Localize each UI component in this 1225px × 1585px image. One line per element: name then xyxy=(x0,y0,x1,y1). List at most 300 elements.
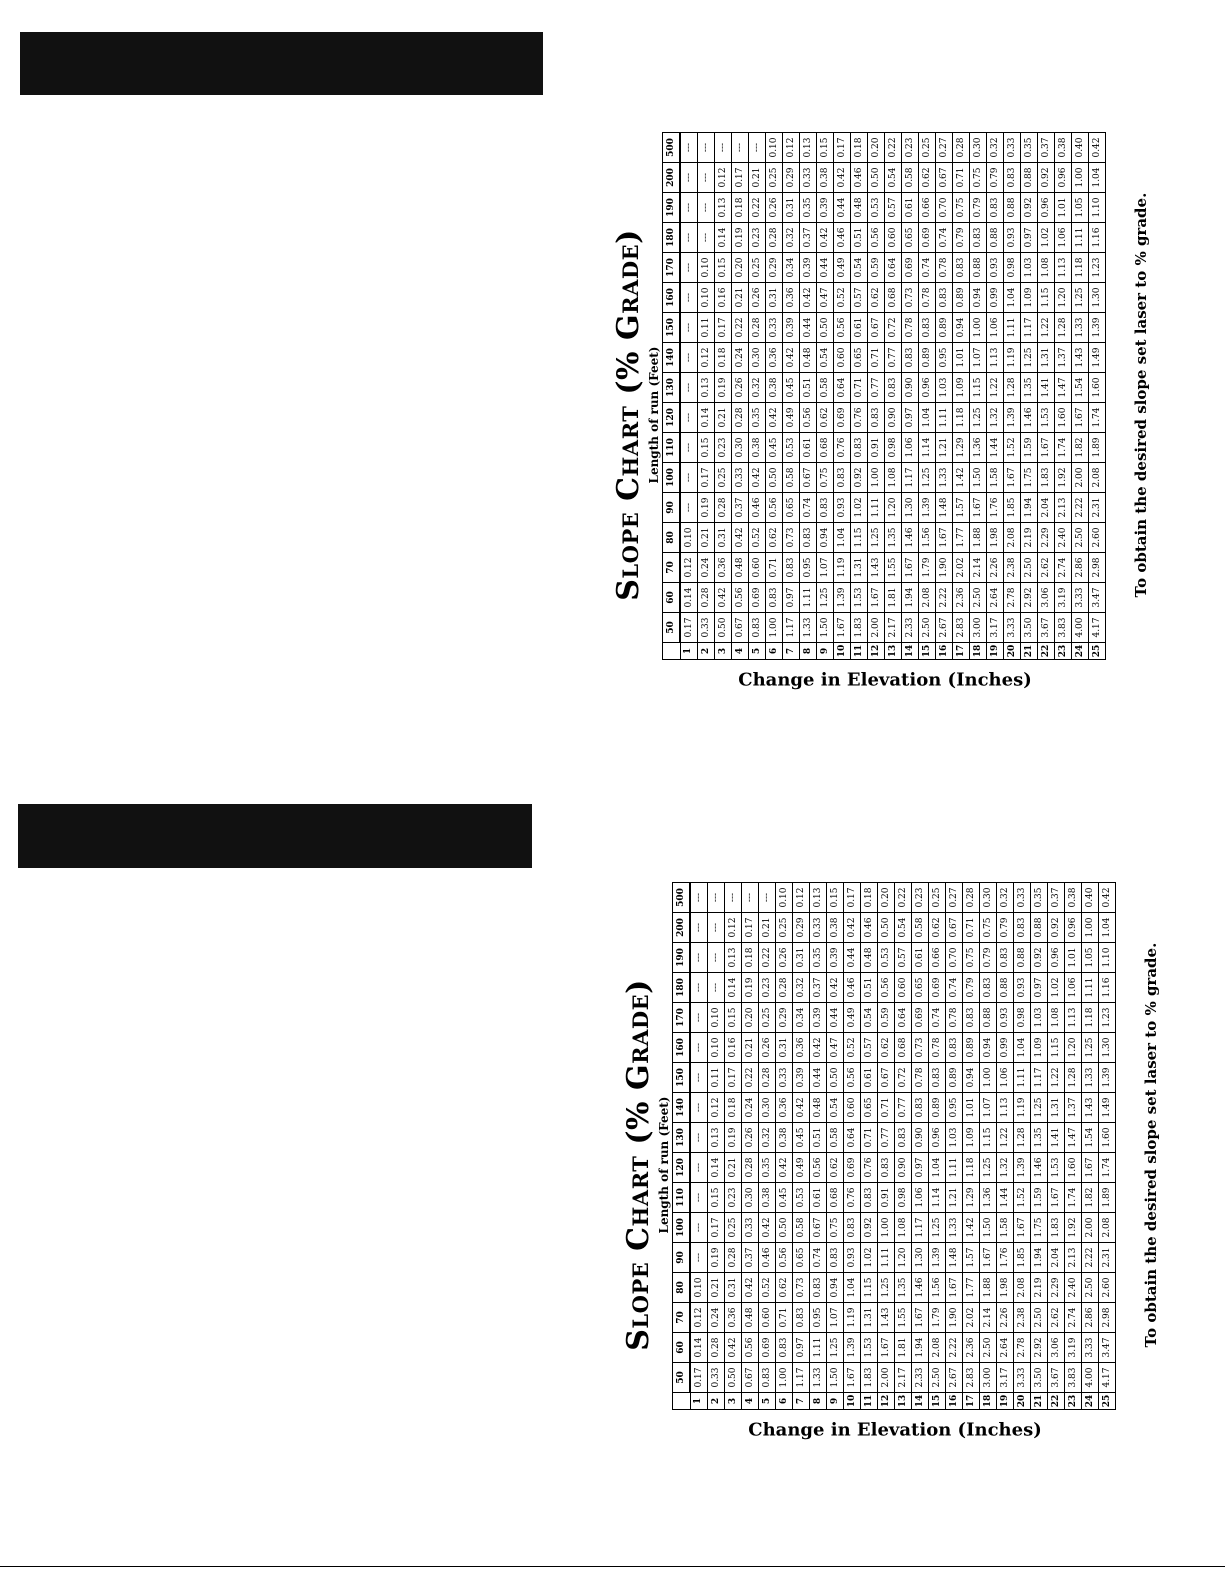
table-row xyxy=(868,133,885,660)
table-cell: 3.83 xyxy=(1065,1363,1082,1393)
table-cell: 0.14 xyxy=(725,973,742,1003)
table-cell: 1.19 xyxy=(844,1303,861,1333)
table-cell: 1.92 xyxy=(1065,1213,1082,1243)
table-cell: 0.53 xyxy=(868,193,885,223)
table-cell: 0.95 xyxy=(810,1303,827,1333)
table-cell: 3.47 xyxy=(1099,1333,1116,1363)
table-cell: 0.83 xyxy=(980,973,997,1003)
table-cell: 0.62 xyxy=(878,1033,895,1063)
table-cell: 0.37 xyxy=(742,1243,759,1273)
table-cell: 0.83 xyxy=(817,493,834,523)
table-cell: 2.08 xyxy=(1089,463,1106,493)
table-cell: --- xyxy=(680,223,698,253)
table-cell: 2.36 xyxy=(963,1333,980,1363)
table-cell: 1.17 xyxy=(1031,1063,1048,1093)
table-cell: 0.62 xyxy=(929,913,946,943)
table-cell: 0.67 xyxy=(946,913,963,943)
table-cell: --- xyxy=(680,403,698,433)
table-cell: 1.05 xyxy=(1072,193,1089,223)
table-cell: 0.56 xyxy=(766,493,783,523)
table-cell: 0.38 xyxy=(817,163,834,193)
table-cell: 0.78 xyxy=(946,1003,963,1033)
table-cell: 1.31 xyxy=(861,1303,878,1333)
table-cell: 1.47 xyxy=(1065,1123,1082,1153)
table-row xyxy=(936,133,953,660)
table-cell: 1.07 xyxy=(970,343,987,373)
table-cell: 0.17 xyxy=(698,463,715,493)
table-cell: 3.06 xyxy=(1048,1333,1065,1363)
table-cell: 0.12 xyxy=(690,1303,708,1333)
column-header: 140 xyxy=(663,343,681,373)
table-cell: 0.42 xyxy=(759,1213,776,1243)
table-cell: 1.15 xyxy=(970,373,987,403)
table-cell: 0.69 xyxy=(759,1333,776,1363)
column-header: 70 xyxy=(673,1303,691,1333)
table-cell: 1.10 xyxy=(1099,943,1116,973)
table-cell: 1.82 xyxy=(1082,1183,1099,1213)
table-cell: 0.71 xyxy=(861,1123,878,1153)
table-cell: 1.56 xyxy=(929,1273,946,1303)
table-cell: 0.53 xyxy=(783,433,800,463)
table-cell: 0.78 xyxy=(902,313,919,343)
table-row xyxy=(902,133,919,660)
row-header: 10 xyxy=(834,643,851,660)
table-cell: 1.11 xyxy=(1082,973,1099,1003)
table-cell: 0.18 xyxy=(732,193,749,223)
table-cell: 0.60 xyxy=(749,553,766,583)
table-cell: 1.20 xyxy=(1055,283,1072,313)
column-header: 130 xyxy=(663,373,681,403)
table-cell: 0.98 xyxy=(885,433,902,463)
table-cell: 0.13 xyxy=(725,943,742,973)
table-row xyxy=(980,883,997,1410)
table-cell: 0.75 xyxy=(953,193,970,223)
column-header: 100 xyxy=(673,1213,691,1243)
table-cell: 0.83 xyxy=(936,283,953,313)
table-cell: 1.75 xyxy=(1031,1213,1048,1243)
table-cell: 0.21 xyxy=(698,523,715,553)
table-cell: 1.67 xyxy=(946,1273,963,1303)
table-cell: 0.62 xyxy=(868,283,885,313)
table-cell: 3.67 xyxy=(1038,613,1055,643)
table-cell: 2.13 xyxy=(1055,493,1072,523)
table-cell: 0.83 xyxy=(912,1093,929,1123)
row-header: 3 xyxy=(725,1393,742,1410)
table-cell: 4.00 xyxy=(1072,613,1089,643)
table-cell: --- xyxy=(680,133,698,163)
table-row xyxy=(851,133,868,660)
table-cell: 0.77 xyxy=(895,1093,912,1123)
table-cell: 2.33 xyxy=(912,1363,929,1393)
table-cell: 0.83 xyxy=(783,553,800,583)
table-cell: 1.07 xyxy=(817,553,834,583)
table-cell: 2.00 xyxy=(868,613,885,643)
table-cell: 0.88 xyxy=(970,253,987,283)
table-cell: 0.83 xyxy=(759,1363,776,1393)
table-cell: 0.14 xyxy=(715,223,732,253)
table-cell: --- xyxy=(698,133,715,163)
table-cell: 0.78 xyxy=(912,1063,929,1093)
table-cell: --- xyxy=(680,463,698,493)
table-cell: 0.60 xyxy=(895,973,912,1003)
column-header: 130 xyxy=(673,1123,691,1153)
table-cell: 0.42 xyxy=(783,343,800,373)
table-cell: 0.83 xyxy=(776,1333,793,1363)
table-cell: 0.51 xyxy=(851,223,868,253)
row-header: 11 xyxy=(851,643,868,660)
column-header: 500 xyxy=(663,133,681,163)
table-cell: 0.38 xyxy=(749,433,766,463)
table-cell: 0.12 xyxy=(783,133,800,163)
row-header: 3 xyxy=(715,643,732,660)
chart-note: To obtain the desired slope set laser to % grade. xyxy=(1142,942,1160,1348)
table-cell: 0.30 xyxy=(970,133,987,163)
table-cell: 0.20 xyxy=(878,883,895,913)
table-cell: 2.02 xyxy=(963,1303,980,1333)
table-cell: 0.94 xyxy=(970,283,987,313)
table-cell: 0.42 xyxy=(827,973,844,1003)
table-cell: 1.89 xyxy=(1089,433,1106,463)
table-cell: 0.30 xyxy=(749,343,766,373)
row-header: 9 xyxy=(827,1393,844,1410)
table-cell: 1.43 xyxy=(878,1303,895,1333)
table-cell: 1.04 xyxy=(1004,283,1021,313)
column-header: 90 xyxy=(673,1243,691,1273)
table-cell: 3.00 xyxy=(970,613,987,643)
table-cell: 1.11 xyxy=(936,403,953,433)
row-header: 1 xyxy=(680,643,698,660)
table-cell: 0.99 xyxy=(997,1033,1014,1063)
table-cell: 0.74 xyxy=(946,973,963,1003)
table-cell: 0.93 xyxy=(1014,973,1031,1003)
table-cell: --- xyxy=(698,223,715,253)
table-cell: 0.48 xyxy=(800,343,817,373)
table-cell: 0.39 xyxy=(783,313,800,343)
table-cell: 0.66 xyxy=(929,943,946,973)
table-cell: 1.25 xyxy=(817,583,834,613)
table-cell: 1.39 xyxy=(1089,313,1106,343)
table-cell: --- xyxy=(680,253,698,283)
table-cell: 0.96 xyxy=(1065,913,1082,943)
table-cell: 1.06 xyxy=(902,433,919,463)
table-cell: 1.57 xyxy=(953,493,970,523)
table-cell: 2.60 xyxy=(1089,523,1106,553)
table-cell: 0.62 xyxy=(776,1273,793,1303)
table-cell: 0.22 xyxy=(759,943,776,973)
table-cell: 1.20 xyxy=(885,493,902,523)
row-axis-label: Change in Elevation (Inches) xyxy=(738,669,1032,691)
table-cell: 0.48 xyxy=(851,193,868,223)
table-cell: 0.94 xyxy=(817,523,834,553)
table-cell: 0.65 xyxy=(783,493,800,523)
table-cell: 1.22 xyxy=(987,373,1004,403)
row-header: 24 xyxy=(1082,1393,1099,1410)
table-cell: 0.58 xyxy=(827,1123,844,1153)
table-cell: 0.48 xyxy=(861,943,878,973)
table-cell: 0.83 xyxy=(844,1213,861,1243)
table-cell: 1.46 xyxy=(1031,1153,1048,1183)
table-cell: 0.90 xyxy=(895,1153,912,1183)
table-cell: --- xyxy=(690,1183,708,1213)
table-cell: 0.83 xyxy=(929,1063,946,1093)
table-cell: 2.22 xyxy=(1082,1243,1099,1273)
table-cell: 0.33 xyxy=(698,613,715,643)
table-row xyxy=(817,133,834,660)
table-cell: 0.89 xyxy=(963,1033,980,1063)
table-cell: 0.56 xyxy=(742,1333,759,1363)
table-cell: 2.78 xyxy=(1004,583,1021,613)
table-cell: 3.06 xyxy=(1038,583,1055,613)
table-cell: 0.28 xyxy=(963,883,980,913)
table-cell: 1.43 xyxy=(868,553,885,583)
table-cell: --- xyxy=(690,943,708,973)
table-cell: 0.94 xyxy=(827,1273,844,1303)
table-cell: 0.46 xyxy=(844,973,861,1003)
table-cell: 2.04 xyxy=(1048,1243,1065,1273)
table-cell: 0.83 xyxy=(793,1303,810,1333)
table-cell: 0.37 xyxy=(1038,133,1055,163)
table-row xyxy=(783,133,800,660)
table-cell: 0.16 xyxy=(725,1033,742,1063)
table-cell: 1.60 xyxy=(1065,1153,1082,1183)
table-cell: 0.36 xyxy=(783,283,800,313)
table-cell: 1.67 xyxy=(868,583,885,613)
table-cell: 0.59 xyxy=(868,253,885,283)
table-cell: 2.13 xyxy=(1065,1243,1082,1273)
table-cell: 1.30 xyxy=(1089,283,1106,313)
table-cell: 0.23 xyxy=(749,223,766,253)
table-cell: 0.19 xyxy=(698,493,715,523)
table-cell: 0.58 xyxy=(783,463,800,493)
table-cell: 1.32 xyxy=(997,1153,1014,1183)
table-cell: --- xyxy=(680,493,698,523)
table-cell: 1.00 xyxy=(868,463,885,493)
table-cell: 2.00 xyxy=(878,1363,895,1393)
column-header: 190 xyxy=(673,943,691,973)
table-cell: 1.01 xyxy=(963,1093,980,1123)
table-cell: 1.16 xyxy=(1089,223,1106,253)
table-cell: 0.67 xyxy=(810,1213,827,1243)
table-cell: 1.60 xyxy=(1099,1123,1116,1153)
table-cell: 1.19 xyxy=(1004,343,1021,373)
table-cell: 1.00 xyxy=(1082,913,1099,943)
table-row xyxy=(963,883,980,1410)
table-cell: 0.39 xyxy=(793,1063,810,1093)
table-cell: 0.53 xyxy=(793,1183,810,1213)
table-cell: 0.69 xyxy=(902,253,919,283)
table-cell: 1.11 xyxy=(1014,1063,1031,1093)
table-cell: 0.49 xyxy=(793,1153,810,1183)
table-cell: 0.37 xyxy=(800,223,817,253)
table-cell: 0.83 xyxy=(885,373,902,403)
table-cell: 2.86 xyxy=(1072,553,1089,583)
table-cell: 0.32 xyxy=(783,223,800,253)
table-cell: 0.38 xyxy=(827,913,844,943)
table-cell: 1.74 xyxy=(1089,403,1106,433)
table-cell: 1.39 xyxy=(844,1333,861,1363)
table-cell: 0.33 xyxy=(810,913,827,943)
table-cell: 0.93 xyxy=(844,1243,861,1273)
table-row xyxy=(680,133,698,660)
table-cell: 0.88 xyxy=(1031,913,1048,943)
table-row xyxy=(997,883,1014,1410)
table-cell: 0.42 xyxy=(749,463,766,493)
table-cell: 1.11 xyxy=(810,1333,827,1363)
table-cell: 0.18 xyxy=(715,343,732,373)
table-cell: 1.67 xyxy=(936,523,953,553)
table-cell: 1.06 xyxy=(1055,223,1072,253)
table-cell: --- xyxy=(708,913,725,943)
table-cell: 1.00 xyxy=(1072,163,1089,193)
table-cell: 2.29 xyxy=(1038,523,1055,553)
table-cell: 0.74 xyxy=(800,493,817,523)
table-cell: 1.15 xyxy=(861,1273,878,1303)
table-cell: 0.13 xyxy=(708,1123,725,1153)
table-cell: 2.08 xyxy=(1004,523,1021,553)
table-cell: 2.17 xyxy=(895,1363,912,1393)
table-cell: 3.33 xyxy=(1014,1363,1031,1393)
table-cell: 0.24 xyxy=(708,1303,725,1333)
table-cell: 0.27 xyxy=(946,883,963,913)
table-cell: 1.18 xyxy=(1072,253,1089,283)
table-cell: 1.58 xyxy=(987,463,1004,493)
table-cell: 0.50 xyxy=(776,1213,793,1243)
table-cell: 0.34 xyxy=(783,253,800,283)
table-cell: 1.13 xyxy=(1065,1003,1082,1033)
table-cell: 1.18 xyxy=(963,1153,980,1183)
table-cell: 0.52 xyxy=(844,1033,861,1063)
table-cell: 1.67 xyxy=(834,613,851,643)
column-header: 170 xyxy=(663,253,681,283)
table-cell: 1.76 xyxy=(997,1243,1014,1273)
table-cell: 2.19 xyxy=(1021,523,1038,553)
table-cell: 0.97 xyxy=(1031,973,1048,1003)
row-header: 18 xyxy=(970,643,987,660)
table-cell: --- xyxy=(680,343,698,373)
table-cell: 2.31 xyxy=(1099,1243,1116,1273)
table-row xyxy=(1065,883,1082,1410)
table-cell: 0.25 xyxy=(725,1213,742,1243)
table-cell: 0.42 xyxy=(725,1333,742,1363)
table-cell: 0.83 xyxy=(963,1003,980,1033)
table-cell: 0.33 xyxy=(708,1363,725,1393)
table-cell: 2.50 xyxy=(980,1333,997,1363)
table-cell: 0.69 xyxy=(749,583,766,613)
table-cell: 0.88 xyxy=(1014,943,1031,973)
table-cell: 0.18 xyxy=(725,1093,742,1123)
table-cell: 1.04 xyxy=(919,403,936,433)
table-cell: 0.10 xyxy=(690,1273,708,1303)
table-cell: 0.23 xyxy=(715,433,732,463)
table-row xyxy=(1055,133,1072,660)
table-cell: 2.08 xyxy=(1014,1273,1031,1303)
table-cell: 0.18 xyxy=(851,133,868,163)
table-cell: 4.17 xyxy=(1089,613,1106,643)
table-cell: 0.65 xyxy=(851,343,868,373)
table-row xyxy=(946,883,963,1410)
table-cell: 0.33 xyxy=(742,1213,759,1243)
table-cell: --- xyxy=(742,883,759,913)
table-cell: 1.57 xyxy=(963,1243,980,1273)
table-cell: 0.44 xyxy=(810,1063,827,1093)
table-cell: 0.83 xyxy=(800,523,817,553)
table-cell: 1.13 xyxy=(987,343,1004,373)
table-cell: 0.12 xyxy=(793,883,810,913)
table-row xyxy=(1021,133,1038,660)
table-cell: 1.01 xyxy=(1065,943,1082,973)
table-cell: 0.56 xyxy=(810,1153,827,1183)
table-cell: 0.25 xyxy=(759,1003,776,1033)
table-cell: --- xyxy=(680,163,698,193)
table-cell: 1.15 xyxy=(980,1123,997,1153)
table-cell: 0.93 xyxy=(987,253,1004,283)
table-cell: 0.62 xyxy=(919,163,936,193)
table-cell: 0.65 xyxy=(912,973,929,1003)
table-cell: 1.00 xyxy=(970,313,987,343)
table-cell: 1.11 xyxy=(868,493,885,523)
table-cell: 0.42 xyxy=(1099,883,1116,913)
table-cell: 0.19 xyxy=(725,1123,742,1153)
table-cell: 1.90 xyxy=(946,1303,963,1333)
table-cell: 0.50 xyxy=(766,463,783,493)
table-cell: 0.50 xyxy=(878,913,895,943)
table-cell: 0.21 xyxy=(725,1153,742,1183)
table-cell: 0.19 xyxy=(742,973,759,1003)
row-header: 23 xyxy=(1055,643,1072,660)
table-cell: 0.28 xyxy=(725,1243,742,1273)
table-cell: 1.30 xyxy=(902,493,919,523)
table-cell: 1.02 xyxy=(851,493,868,523)
table-cell: 0.31 xyxy=(776,1033,793,1063)
table-cell: 0.54 xyxy=(895,913,912,943)
table-cell: 0.47 xyxy=(827,1033,844,1063)
table-cell: 0.57 xyxy=(895,943,912,973)
table-cell: 3.33 xyxy=(1004,613,1021,643)
table-row xyxy=(759,883,776,1410)
table-cell: 1.60 xyxy=(1055,403,1072,433)
table-cell: 0.25 xyxy=(929,883,946,913)
table-cell: 1.11 xyxy=(1004,313,1021,343)
table-cell: 0.83 xyxy=(997,943,1014,973)
table-cell: 0.61 xyxy=(912,943,929,973)
table-cell: 0.54 xyxy=(827,1093,844,1123)
row-header: 6 xyxy=(766,643,783,660)
row-header: 12 xyxy=(868,643,885,660)
table-cell: 0.79 xyxy=(970,193,987,223)
table-cell: 0.39 xyxy=(800,253,817,283)
table-cell: 0.28 xyxy=(759,1063,776,1093)
table-cell: 0.33 xyxy=(1014,883,1031,913)
table-cell: 0.67 xyxy=(936,163,953,193)
table-cell: 1.42 xyxy=(953,463,970,493)
row-header: 17 xyxy=(963,1393,980,1410)
table-cell: --- xyxy=(759,883,776,913)
table-cell: 0.29 xyxy=(793,913,810,943)
table-cell: --- xyxy=(690,1033,708,1063)
table-cell: 0.42 xyxy=(834,163,851,193)
table-cell: 1.03 xyxy=(1031,1003,1048,1033)
table-cell: 3.83 xyxy=(1055,613,1072,643)
table-cell: 1.81 xyxy=(895,1333,912,1363)
table-cell: 1.88 xyxy=(980,1273,997,1303)
table-cell: 2.98 xyxy=(1089,553,1106,583)
chart-title: Slope Chart (% Grade) xyxy=(621,979,656,1351)
table-cell: 0.69 xyxy=(834,403,851,433)
table-cell: 0.21 xyxy=(732,283,749,313)
table-cell: 0.58 xyxy=(817,373,834,403)
table-cell: 0.93 xyxy=(997,1003,1014,1033)
table-cell: 0.60 xyxy=(844,1093,861,1123)
